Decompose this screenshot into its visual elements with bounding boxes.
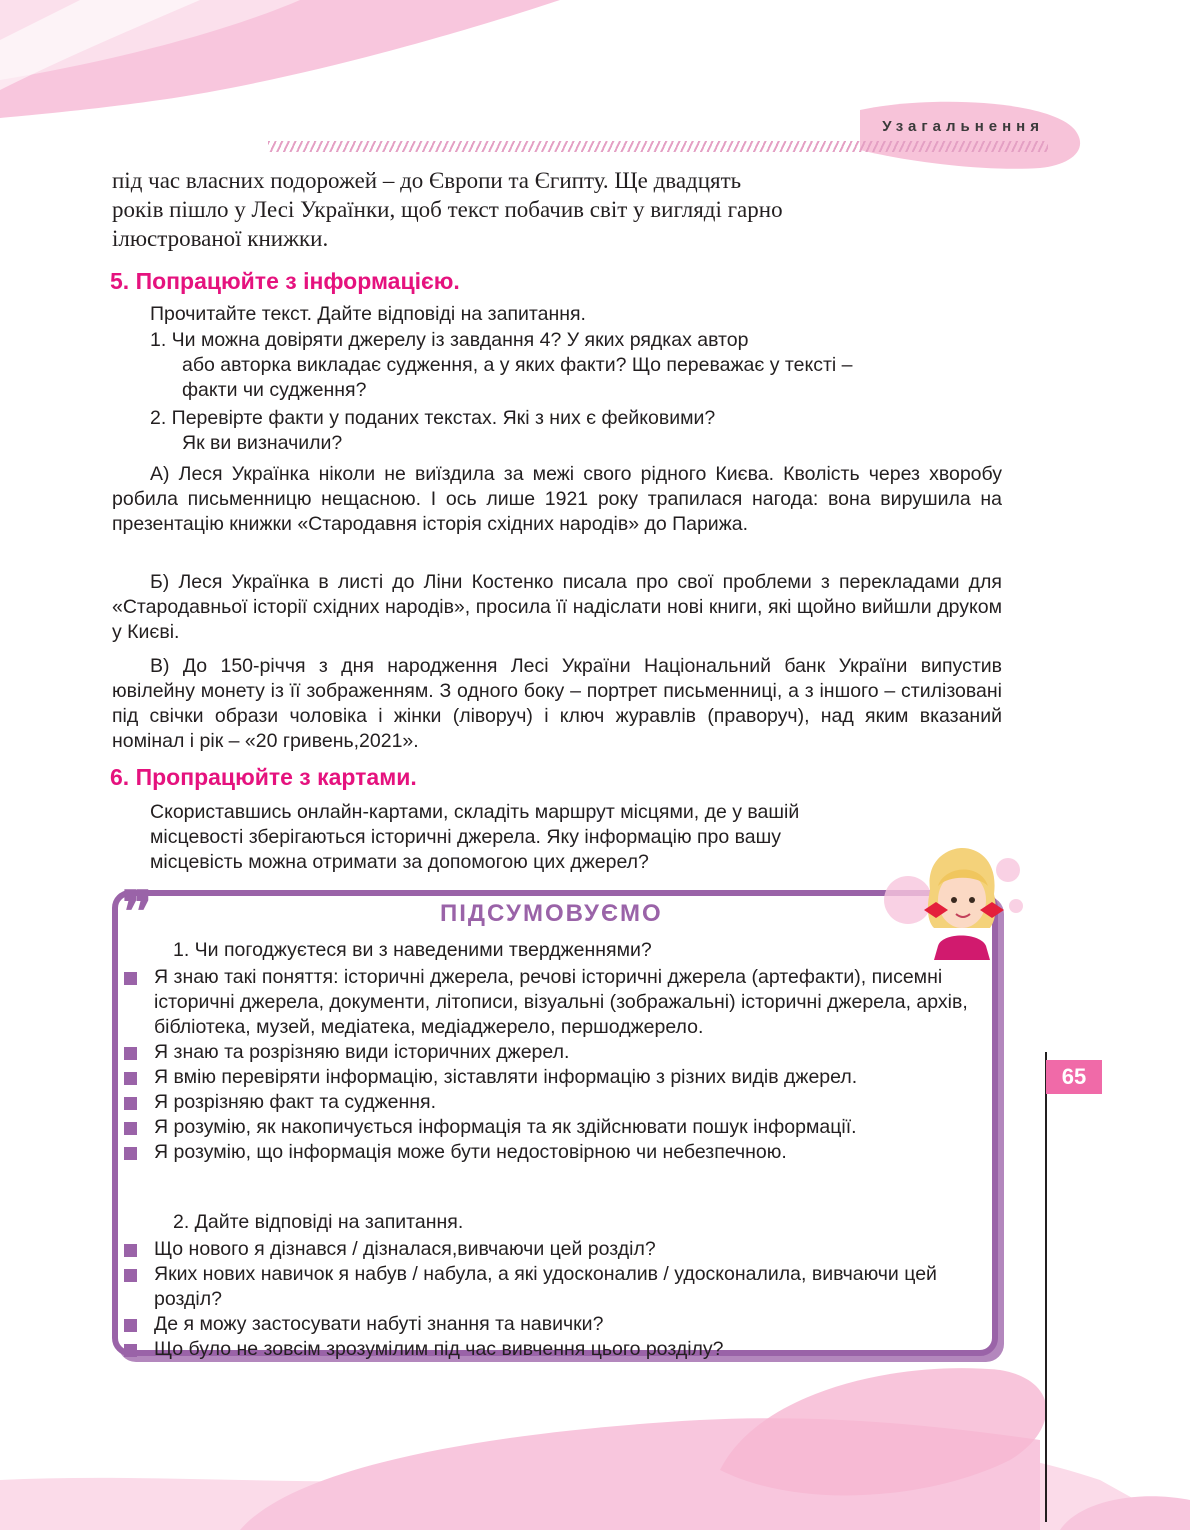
intro-paragraph (112, 166, 1012, 253)
question-1-line: 1. Чи можна довіряти джерелу із завдання 4? У яких рядках автор (150, 329, 749, 351)
section-6-body (150, 800, 970, 875)
quote-mark-icon: ❞ (122, 879, 153, 945)
list-item: Я розумію, що інформація може бути недостовірною чи небезпечною. (124, 1140, 984, 1165)
summary-question-2: 2. Дайте відповіді на запитання. (173, 1211, 464, 1233)
list-item: Я знаю такі поняття: історичні джерела, речові історичні джерела (артефакти), писемні історичні джерела, документи, літописи, візуальні (зображальні) історичні джерела, архів, бібліотека, музей, медіатека, медіаджерело, першоджерело. (124, 965, 984, 1040)
list-item: Я розрізняю факт та судження. (124, 1090, 984, 1115)
paragraph-b-label: Б) (150, 571, 170, 593)
list-item: Я розумію, як накопичується інформація та як здійснювати пошук інформації. (124, 1115, 984, 1140)
statements-list (124, 965, 984, 1165)
section-6-title: 6. Пропрацюйте з картами. (110, 764, 417, 790)
paragraph-b (112, 570, 1002, 645)
question-2 (150, 406, 1010, 456)
paragraph-a (112, 462, 1002, 537)
paragraph-a-label: А) (150, 463, 170, 485)
list-item: Я знаю та розрізняю види історичних джерел. (124, 1040, 984, 1065)
list-item: Що нового я дізнався / дізналася,вивчаючи цей розділ? (124, 1237, 984, 1262)
intro-line: ілюстрованої книжки. (112, 226, 329, 251)
list-item: Я вмію перевіряти інформацію, зіставляти інформацію з різних видів джерел. (124, 1065, 984, 1090)
summary-title: ПІДСУМОВУЄМО (440, 900, 663, 927)
intro-line: під час власних подорожей – до Європи та Єгипту. Ще двадцять (112, 168, 742, 193)
section-5-title: 5. Попрацюйте з інформацією. (110, 268, 460, 294)
girl-illustration-icon (880, 838, 1030, 968)
section-6-line: місцевість можна отримати за допомогою цих джерел? (150, 851, 649, 873)
question-1-line: або авторка викладає судження, а у яких факти? Що переважає у тексті – (182, 354, 853, 376)
question-2-line: Як ви визначили? (182, 432, 343, 454)
intro-line: років пішло у Лесі Українки, щоб текст побачив світ у вигляді гарно (112, 197, 783, 222)
paragraph-b-text: Леся Українка в листі до Ліни Костенко писала про свої проблеми з перекладами для «Стародавньої історії східних народів», просила її надіслати нові книги, які щойно вийшли друком у Києві. (112, 571, 1002, 643)
section-6-line: місцевості зберігаються історичні джерела. Яку інформацію про вашу (150, 826, 782, 848)
paragraph-v-label: В) (150, 655, 170, 677)
question-1-line: факти чи судження? (182, 379, 367, 401)
list-item: Яких нових навичок я набув / набула, а які удосконалив / удосконалила, вивчаючи цей розділ? (124, 1262, 984, 1312)
summary-question-1: 1. Чи погоджуєтеся ви з наведеними твердженнями? (173, 939, 652, 961)
list-item: Що було не зовсім зрозумілим під час вивчення цього розділу? (124, 1337, 984, 1362)
page-number: 65 (1046, 1060, 1102, 1094)
section-5-instruction: Прочитайте текст. Дайте відповіді на запитання. (150, 303, 586, 325)
list-item: Де я можу застосувати набуті знання та навички? (124, 1312, 984, 1337)
questions-list (124, 1237, 984, 1362)
header-hatch-divider (268, 141, 1048, 152)
section-6-line: Скориставшись онлайн-картами, складіть маршрут місцями, де у вашій (150, 801, 800, 823)
running-header: Узагальнення (882, 118, 1044, 135)
paragraph-a-text: Леся Українка ніколи не виїздила за межі свого рідного Києва. Кволість через хворобу робила письменницю нещасною. І ось лише 1921 року трапилася нагода: вона вирушила на презентацію книжки «Стародавня історія східних народів» до Парижа. (112, 463, 1003, 535)
question-2-line: 2. Перевірте факти у поданих текстах. Які з них є фейковими? (150, 407, 716, 429)
question-1 (150, 328, 1010, 403)
paragraph-v-text: До 150-річчя з дня народження Лесі України Національний банк України випустив ювілейну монету із її зображенням. З одного боку – портрет письменниці, а з іншого – стилізовані під свічки образи чоловіка і жінки (ліворуч) і ключ журавлів (праворуч), над яким вказаний номінал і рік – «20 гривень,2021». (112, 655, 1003, 752)
paragraph-v (112, 654, 1002, 754)
page-margin-rule (1045, 1052, 1047, 1522)
